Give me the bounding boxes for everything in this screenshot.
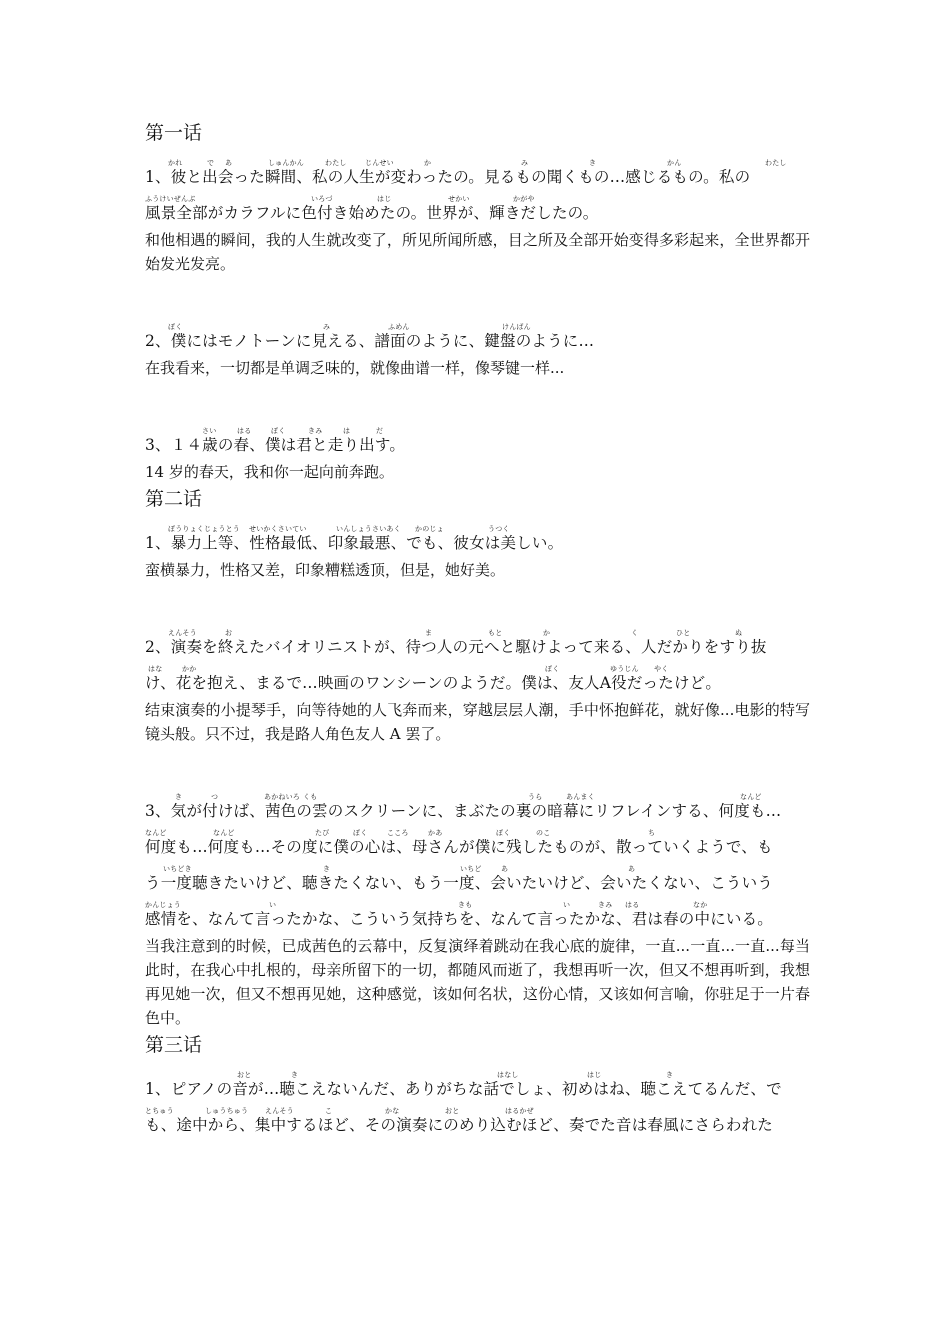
document-page [145, 118, 810, 1136]
spacer [145, 380, 810, 420]
furigana: あ [501, 865, 509, 873]
furigana: たび [315, 829, 330, 837]
furigana: えんそう [265, 1107, 294, 1115]
japanese-line [145, 514, 810, 554]
japanese-text: う一度聴きたいけど、聴きたくない、もう一度、会いたいけど、会いたくない、こういう [145, 874, 774, 892]
furigana: なんど [740, 793, 762, 801]
furigana: み [521, 159, 529, 167]
furigana: あ [225, 159, 233, 167]
furigana: ぬ [735, 629, 743, 637]
chapter-heading: 第三话 [145, 1034, 203, 1056]
furigana: じんせい [365, 159, 394, 167]
furigana: いんしょうさいあく [336, 525, 401, 533]
furigana: く [631, 629, 639, 637]
furigana: かか [182, 665, 197, 673]
furigana: かんじょう [145, 901, 181, 909]
furigana: ぼく [496, 829, 511, 837]
furigana: こ [325, 1107, 333, 1115]
japanese-text: 3、１４歳の春、僕は君と走り出す。 [145, 436, 406, 454]
furigana: き [291, 1071, 299, 1079]
furigana: おと [237, 1071, 252, 1079]
japanese-line [145, 188, 810, 224]
furigana: かな [385, 1107, 400, 1115]
furigana: ぼく [353, 829, 368, 837]
furigana: あかねいろ [264, 793, 300, 801]
furigana: きみ [598, 901, 613, 909]
japanese-text: 1、彼と出会った瞬間、私の人生が変わったの。見るもの聞くもの…感じるもの。私の [145, 168, 751, 186]
furigana: き [323, 865, 331, 873]
japanese-text: 1、ピアノの音が…聴こえないんだ、ありがちな話でしょ、初めはね、聴こえてるんだ、で [145, 1080, 782, 1098]
furigana: いちど [460, 865, 482, 873]
chinese-translation: 当我注意到的时候，已成茜色的云幕中，反复演绎着跳动在我心底的旋律，一直...一直...一直...每当此时，在我心中扎根的，母亲所留下的一切，都随风而逝了，我想再听一次，但又不想再听到，我想再见她一次，但又不想再见她，这种感觉，该如何名状，这份心情，又该如何言喻，你驻足于一片春色中。 [145, 937, 810, 1027]
furigana: お [225, 629, 233, 637]
chinese-translation: 结束演奏的小提琴手，向等待她的人飞奔而来，穿越层层人潮，手中怀抱鲜花，就好像...电影的特写镜头般。只不过，我是路人角色友人 A 罢了。 [145, 701, 810, 743]
chinese-translation: 14 岁的春天，我和你一起向前奔跑。 [145, 463, 394, 481]
japanese-text: 2、僕にはモノトーンに見える、譜面のように、鍵盤のように… [145, 332, 595, 350]
furigana: わたし [325, 159, 347, 167]
furigana: こころ [387, 829, 409, 837]
furigana: しゅんかん [268, 159, 304, 167]
furigana: いちどき [163, 865, 192, 873]
furigana: やく [654, 665, 669, 673]
japanese-text: 3、気が付けば、茜色の雲のスクリーンに、まぶたの裏の暗幕にリフレインする、何度も… [145, 802, 782, 820]
furigana: けんばん [502, 323, 531, 331]
spacer [145, 746, 810, 786]
spacer [145, 276, 810, 316]
spacer [145, 582, 810, 622]
japanese-line [145, 1100, 810, 1136]
furigana: おと [445, 1107, 460, 1115]
furigana: はるかぜ [505, 1107, 534, 1115]
furigana: かあ [428, 829, 443, 837]
furigana: つ [211, 793, 219, 801]
furigana: はなし [497, 1071, 519, 1079]
furigana: はる [237, 427, 252, 435]
furigana: もと [488, 629, 503, 637]
chinese-translation: 蛮横暴力，性格又差，印象糟糕透顶，但是，她好美。 [145, 561, 506, 579]
furigana: ぼく [271, 427, 286, 435]
japanese-line [145, 420, 810, 456]
furigana: なんど [213, 829, 235, 837]
furigana: ゆうじん [610, 665, 639, 673]
furigana: しゅうちゅう [205, 1107, 249, 1115]
furigana: うら [528, 793, 543, 801]
japanese-text: も、途中から、集中するほど、その演奏にのめり込むほど、奏でた音は春風にさらわれた [145, 1116, 774, 1134]
furigana: き [589, 159, 597, 167]
furigana: あんまく [566, 793, 595, 801]
furigana: い [269, 901, 277, 909]
furigana: はな [148, 665, 163, 673]
furigana: いろづ [311, 195, 333, 203]
chinese-translation: 和他相遇的瞬间，我的人生就改变了，所见所闻所感，目之所及全部开始变得多彩起来，全世界都开始发光发亮。 [145, 231, 810, 273]
japanese-line [145, 658, 810, 694]
japanese-text: 1、暴力上等、性格最低、印象最悪、でも、彼女は美しい。 [145, 534, 564, 552]
furigana: ぼく [168, 323, 183, 331]
furigana: ぼく [545, 665, 560, 673]
furigana: のこ [536, 829, 551, 837]
furigana: み [323, 323, 331, 331]
furigana: せいかくさいてい [249, 525, 307, 533]
furigana: ふうけいぜんぶ [145, 195, 196, 203]
furigana: くも [303, 793, 318, 801]
furigana: は [343, 427, 351, 435]
japanese-line [145, 822, 810, 858]
japanese-text: 何度も…何度も…その度に僕の心は、母さんが僕に残したものが、散っていくようで、も [145, 838, 773, 856]
furigana: かれ [168, 159, 183, 167]
furigana: さい [202, 427, 217, 435]
furigana: ぼうりょくじょうとう [168, 525, 240, 533]
japanese-line [145, 622, 810, 658]
furigana: ひと [676, 629, 691, 637]
furigana: ふめん [388, 323, 410, 331]
japanese-text: 感情を、なんて言ったかな、こういう気持ちを、なんて言ったかな、君は春の中にいる。 [145, 910, 774, 928]
furigana: なんど [145, 829, 167, 837]
japanese-line [145, 858, 810, 894]
furigana: えんそう [168, 629, 197, 637]
furigana: はる [625, 901, 640, 909]
furigana: き [666, 1071, 674, 1079]
furigana: かん [667, 159, 682, 167]
furigana: はじ [587, 1071, 602, 1079]
japanese-text: 風景全部がカラフルに色付き始めたの。世界が、輝きだしたの。 [145, 204, 599, 222]
furigana: せかい [448, 195, 470, 203]
japanese-text: 2、演奏を終えたバイオリニストが、待つ人の元へと駆けよって来る、人だかりをすり抜 [145, 638, 767, 656]
furigana: かのじょ [415, 525, 444, 533]
japanese-text: け、花を抱え、まるで…映画のワンシーンのようだ。僕は、友人A役だったけど。 [145, 674, 722, 692]
furigana: か [543, 629, 551, 637]
furigana: はじ [377, 195, 392, 203]
furigana: い [563, 901, 571, 909]
furigana: ち [648, 829, 656, 837]
japanese-line [145, 786, 810, 822]
furigana: とちゅう [145, 1107, 174, 1115]
japanese-line [145, 148, 810, 188]
furigana: ま [425, 629, 433, 637]
furigana: き [175, 793, 183, 801]
furigana: なか [693, 901, 708, 909]
chapter-heading: 第一话 [145, 122, 203, 144]
japanese-line [145, 316, 810, 352]
furigana: わたし [765, 159, 787, 167]
furigana: だ [376, 427, 384, 435]
furigana: うつく [488, 525, 510, 533]
japanese-line [145, 894, 810, 930]
furigana: きみ [308, 427, 323, 435]
furigana: かがや [513, 195, 535, 203]
furigana: か [424, 159, 432, 167]
japanese-line [145, 1060, 810, 1100]
furigana: で [207, 159, 215, 167]
chapter-heading: 第二话 [145, 488, 203, 510]
furigana: あ [628, 865, 636, 873]
chinese-translation: 在我看来，一切都是单调乏味的，就像曲谱一样，像琴键一样... [145, 359, 565, 377]
furigana: きも [458, 901, 473, 909]
